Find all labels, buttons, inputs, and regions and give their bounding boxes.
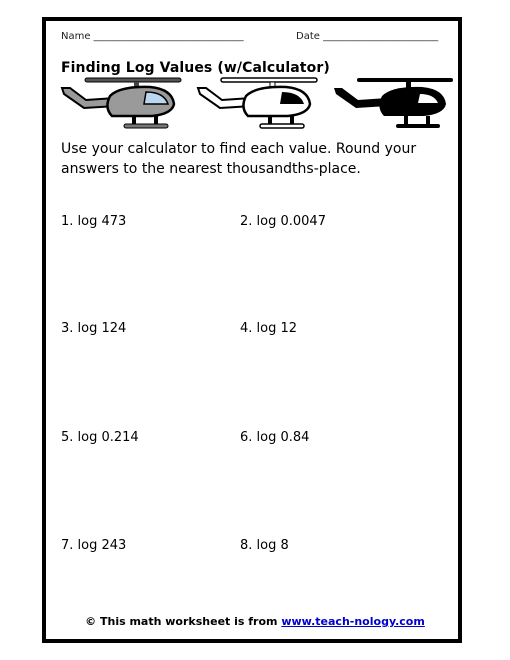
footer-prefix: © This math worksheet is from [85,615,282,628]
helicopter-silhouette-image [332,74,456,132]
problem-6: 6. log 0.84 [240,430,310,445]
name-field-label: Name ______________________________ [61,31,244,42]
problem-4: 4. log 12 [240,321,298,336]
problem-7: 7. log 243 [61,538,127,553]
date-field-label: Date _______________________ [296,31,439,42]
footer-credit [0,615,510,628]
helicopter-outline-image [196,74,320,132]
footer-link[interactable]: www.teach-nology.com [281,615,425,628]
problem-8: 8. log 8 [240,538,289,553]
helicopter-gray-image [60,74,184,132]
instructions-text: Use your calculator to find each value. Round your answers to the nearest thousandths-place. [61,141,417,177]
problem-3: 3. log 124 [61,321,127,336]
problem-5: 5. log 0.214 [61,430,139,445]
problem-1: 1. log 473 [61,214,127,229]
problem-2: 2. log 0.0047 [240,214,326,229]
worksheet-title: Finding Log Values (w/Calculator) [61,60,330,76]
